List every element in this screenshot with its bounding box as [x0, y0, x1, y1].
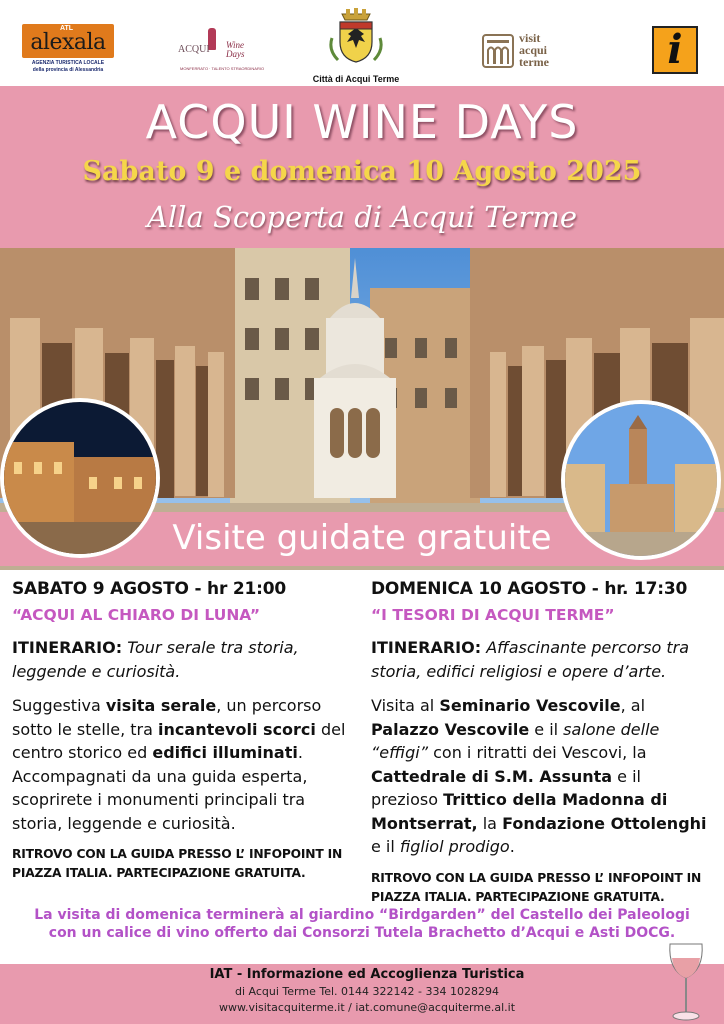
saturday-date: SABATO 9 AGOSTO - hr 21:00 — [12, 579, 286, 599]
awd-tagline: MONFERRATO · TALENTO STRAORDINARIO — [180, 66, 265, 71]
info-icon: i — [667, 26, 683, 73]
awd-word3: Days — [226, 49, 245, 59]
saturday-column — [12, 578, 357, 883]
note-line-1: La visita di domenica terminerà al giardino “Birdgarden” del Castello dei Paleologi — [34, 907, 690, 923]
event-subtitle: Alla Scoperta di Acqui Terme — [146, 200, 578, 234]
alexala-line2: della provincia di Alessandria — [32, 67, 104, 73]
footer-web-email[interactable]: www.visitacquiterme.it / iat.comune@acquiterme.al.it — [218, 1001, 516, 1014]
alexala-logo — [22, 24, 114, 74]
sunday-wine-note — [0, 906, 724, 942]
city-caption: Città di Acqui Terme — [312, 74, 400, 84]
sunday-itinerary: ITINERARIO: Affascinante percorso tra storia, edifici religiosi e opere d’arte. — [371, 638, 689, 681]
saturday-description: Suggestiva visita serale, un percorso sotto le stelle, tra incantevoli scorci del centro storico ed edifici illuminati. Accompagnati da una guida esperta, scoprirete i monumenti principali tra storia, leggende e curiosità. — [12, 696, 346, 833]
wine-glass-icon — [664, 940, 708, 1024]
visit-acqui-terme-logo — [482, 30, 582, 74]
arches-icon — [482, 34, 514, 68]
sunday-meeting-point: RITROVO CON LA GUIDA PRESSO L’ INFOPOINT IN PIAZZA ITALIA. PARTECIPAZIONE GRATUITA. — [371, 870, 702, 904]
footer-phones: di Acqui Terme Tel. 0144 322142 - 334 1028294 — [235, 985, 499, 998]
saturday-itinerary: ITINERARIO: Tour serale tra storia, leggende e curiosità. — [12, 638, 299, 681]
sunday-date: DOMENICA 10 AGOSTO - hr. 17:30 — [371, 579, 688, 599]
alexala-name: alexala — [30, 30, 106, 55]
coat-of-arms-icon — [328, 8, 384, 72]
acqui-word: acqui — [519, 43, 548, 57]
guided-tours-label: Visite guidate gratuite — [172, 518, 552, 558]
awd-word1: ACQUI — [178, 44, 210, 55]
acqui-wine-days-logo — [178, 26, 268, 74]
saturday-meeting-point: RITROVO CON LA GUIDA PRESSO L’ INFOPOINT IN PIAZZA ITALIA. PARTECIPAZIONE GRATUITA. — [12, 847, 343, 880]
alexala-badge: ATL — [60, 25, 74, 32]
alexala-line1: AGENZIA TURISTICA LOCALE — [31, 60, 105, 66]
info-point-logo — [652, 26, 698, 74]
event-dates: Sabato 9 e domenica 10 Agosto 2025 — [82, 156, 642, 187]
note-line-2: con un calice di vino offerto dai Consorzi Tutela Brachetto d’Acqui e Asti DOCG. — [48, 925, 676, 941]
logo-row — [0, 0, 724, 86]
sunday-tour-title: “I TESORI DI ACQUI TERME” — [371, 606, 615, 624]
saturday-tour-title: “ACQUI AL CHIARO DI LUNA” — [12, 606, 261, 624]
awd-word2: Wine — [226, 40, 244, 50]
visit-word: visit — [519, 31, 541, 45]
sunday-column — [371, 578, 711, 907]
terme-word: terme — [519, 55, 549, 69]
footer-title: IAT - Informazione ed Accoglienza Turistica — [209, 967, 525, 982]
city-crest — [300, 8, 412, 88]
sunday-description: Visita al Seminario Vescovile, al Palazzo Vescovile e il salone delle “effigi” con i ritratti dei Vescovi, la Cattedrale di S.M. Assunta e il prezioso Trittico della Madonna di Montserrat, la Fondazione Ottolenghi e il figliol prodigo. — [371, 696, 707, 856]
event-title: ACQUI WINE DAYS — [145, 95, 579, 149]
